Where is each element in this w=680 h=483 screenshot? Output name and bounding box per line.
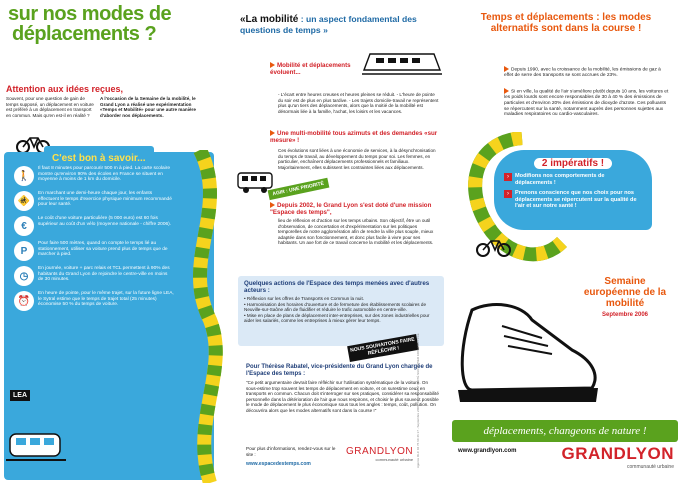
priority-badge: AGIR : UNE PRIORITÉ bbox=[268, 178, 329, 200]
grandlyon-logo-sub: communauté urbaine bbox=[627, 464, 674, 470]
arrow-icon bbox=[270, 202, 275, 208]
right-para2-text: Si en ville, la qualité de l'air s'améliore plutôt depuis 10 ans, les voitures et les poids lourds sont encore responsables de 30 à 40 % des émissions de particules et d'environ 20% des émissions de dioxyde d'azote. Ces polluants se répercutent sur la santé, notamment auprès des personnes sujettes aux maladies respiratoires ou cardio-vasculaires. bbox=[504, 89, 669, 118]
imperative-item bbox=[504, 190, 642, 210]
imperative-text: Prenons conscience que nos choix pour nos déplacements se répercutent sur la qualité de l'air et sur notre santé ! bbox=[515, 190, 637, 210]
actions-item-text: Mise en place de plans de déplacement inter-entreprises, sur des zones industrielles pour aider les salariés, comme les entreprises à mieux gérer leur temps. bbox=[244, 312, 430, 324]
walking-icon: 🚶 bbox=[14, 166, 34, 186]
section-since2002-title-text: Depuis 2002, le Grand Lyon s'est doté d'une mission "Espace des temps", bbox=[270, 202, 432, 216]
fact-item bbox=[14, 191, 174, 211]
rush-hour-icon: ⏰ bbox=[14, 291, 34, 311]
grandlyon-logo-small bbox=[346, 446, 413, 462]
info-label: Pour plus d'informations, rendez-vous sur le site : bbox=[246, 446, 336, 457]
section-mobility-title-text: Mobilité et déplacements évoluent... bbox=[270, 62, 351, 76]
fact-item bbox=[14, 266, 174, 286]
section-mobility bbox=[270, 62, 362, 76]
grandlyon-logo-text: GRANDLYON bbox=[346, 446, 414, 457]
fact-text: Il faut 8 minutes pour parcourir 500 m à pied. La carte scolaire montre qu'environ 90% des écoles en France se situent en moyenne à moins de 1 km du domicile. bbox=[38, 166, 170, 183]
fact-item bbox=[14, 166, 174, 186]
actions-item: • Mise en place de plans de déplacement inter-entreprises, sur des zones industrielles pour aider les salariés, comme les entreprises à mieux gérer leur temps. bbox=[244, 312, 430, 324]
left-title-line2: déplacements ? bbox=[12, 23, 157, 45]
right-para2 bbox=[504, 88, 670, 118]
arrow-icon bbox=[504, 88, 509, 94]
chevron-right-icon: › bbox=[504, 173, 512, 181]
imperatives-box bbox=[494, 150, 652, 230]
info-link[interactable]: www.espacedestemps.com bbox=[246, 461, 311, 467]
facts-panel-title: C'est bon à savoir... bbox=[52, 153, 146, 164]
road-decoration bbox=[180, 150, 230, 483]
chevron-right-icon: › bbox=[504, 190, 512, 198]
arrow-icon bbox=[270, 62, 275, 68]
quote-text: "Ce petit argumentaire devrait faire réfléchir sur l'utilisation systématique de la voiture. On sous-estime trop souvent les temps de déplacement en voiture, et on surestime ceux en transports en commun. Chacun doit s'interroger sur ses pratiques, considérer sa responsabilité personnelle dans la détérioration de l'air que nous respirons, et choisir le plus souvent possible le mode de déplacement le plus économique sous tous les angles : temps, coût, pollution. On découvrira alors que les modes alternatifs sont dans la course !" bbox=[246, 380, 439, 413]
right-para1 bbox=[504, 66, 670, 79]
middle-heading-quote: «La mobilité bbox=[240, 14, 299, 25]
left-panel bbox=[0, 0, 228, 483]
imperative-item bbox=[504, 173, 642, 186]
left-title-line1: sur nos modes de bbox=[8, 3, 172, 25]
fact-item bbox=[14, 291, 174, 311]
section-multimobility-title-text: Une multi-mobilité tous azimuts et des demandes «sur mesure» ! bbox=[270, 130, 438, 144]
stamp-badge: NOUS SOUHAITONS FAIRE RÉFLÉCHIR ! bbox=[347, 334, 419, 362]
middle-heading-rest: : un aspect fondamental des questions de temps » bbox=[240, 14, 417, 35]
vertical-credit: Agence RLC 04 76 60 46 17 - Septembre 2006 - DOCUMENT ÉDITÉ SUR PAPIER 100% RECYCLÉ bbox=[416, 333, 420, 468]
fact-text: En marchant une demi-heure chaque jour, les enfants effectuent le temps d'exercice physique minimum recommandé pour leur santé. bbox=[38, 191, 172, 208]
week-date: Septembre 2006 bbox=[601, 312, 649, 318]
intro-col1: Souvent, pour une question de gain de temps supposé, un déplacement en voiture est préféré à un déplacement en transport en commun. Mais qu'en est-il en réalité ? bbox=[6, 96, 94, 118]
right-panel bbox=[448, 0, 680, 483]
left-title bbox=[6, 4, 226, 44]
grandlyon-logo-sub: communauté urbaine bbox=[375, 457, 414, 462]
right-title: Temps et déplacements : les modes alternatifs sont dans la course ! bbox=[480, 12, 652, 34]
section-multimobility-title bbox=[270, 130, 442, 144]
middle-heading bbox=[240, 14, 440, 35]
middle-panel bbox=[230, 0, 448, 483]
fact-text: Pour faire 500 mètres, quand on compte le temps lié au stationnement, utiliser sa voiture prend plus de temps que de marcher à pied. bbox=[38, 241, 168, 258]
section-mobility-text: - L'écart entre heures creuses et heures pleines se réduit. - L'heure de pointe du soir est de plus en plus tardive. - Les trajets domicile-travail ne représentent plus qu'un tiers des déplacements, alors que la moitié de la mobilité est désormais liée à la famille, l'achat, les loisirs et les vacances. bbox=[278, 92, 439, 114]
arrow-icon bbox=[504, 66, 509, 72]
bike-icon bbox=[476, 236, 512, 258]
lea-label: LEA bbox=[10, 390, 30, 401]
slogan-text: déplacements, changeons de nature ! bbox=[483, 425, 647, 437]
ideas-heading: Attention aux idées reçues, bbox=[6, 84, 124, 94]
slogan-banner bbox=[452, 420, 678, 442]
fact-text: En journée, voiture + parc relais et TCL permettent à 90% des habitants du Grand Lyon de rejoindre le centre-ville en moins de 30 minutes. bbox=[38, 266, 170, 283]
section-since2002-text: lieu de réflexion et d'action sur les temps urbains. Son objectif, être un outil d'observation, de concertation et d'expérimentation sur les politiques temporelles de notre agglomération afin de rendre la ville plus souple, mieux adaptée dans son fonctionnement, et donc plus facile à vivre pour ses habitants. Un axe fort de ce travail concerne la mobilité et les déplacements. bbox=[278, 218, 434, 246]
section-multimobility-text: Ces évolutions sont liées à une économie de services, à la désynchronisation du temps de travail, au développement du temps pour soi. Les femmes, en particulier, enchaînent déplacements professionnels et familiaux. Majoritairement, elles subissent les contraintes liées aux déplacements. bbox=[278, 148, 436, 170]
actions-item-text: Harmonisation des horaires d'ouverture et de fermeture des établissements scolaires de Neuville-sur-Saône afin de fluidifier et réduire le trafic automobile en centre-ville. bbox=[244, 301, 426, 313]
fact-item bbox=[14, 216, 174, 236]
section-mobility-title bbox=[270, 62, 362, 76]
week-title: Semaine européenne de la mobilité bbox=[583, 276, 667, 309]
shoe-icon bbox=[452, 290, 602, 410]
imperatives-title: 2 impératifs ! bbox=[534, 158, 612, 169]
quote-title: Pour Thérèse Rabatel, vice-présidente du Grand Lyon chargée de l'Espace des temps : bbox=[246, 364, 433, 377]
clock-icon: ◷ bbox=[14, 266, 34, 286]
grandlyon-logo bbox=[540, 444, 674, 470]
actions-item-text: Réflexion sur les offres de Transports en Commun la nuit. bbox=[246, 296, 365, 301]
fact-text: Le coût d'une voiture particulière (5 000 euro) est 60 fois supérieur au coût d'un vélo (moyenne nationale - chiffre 2006). bbox=[38, 216, 172, 227]
actions-item: • Réflexion sur les offres de Transports en Commun la nuit. bbox=[244, 296, 365, 301]
fact-item bbox=[14, 241, 174, 261]
parking-icon: P bbox=[14, 241, 34, 261]
facts-list bbox=[14, 166, 174, 316]
actions-box-title: Quelques actions de l'Espace des temps menées avec d'autres acteurs : bbox=[244, 280, 430, 294]
imperative-text: Modifions nos comportements de déplacements ! bbox=[515, 173, 605, 186]
right-para1-text: Depuis 1990, avec la croissance de la mobilité, les émissions de gaz à effet de serre des transports se sont accrues de 23%. bbox=[504, 67, 661, 79]
right-site[interactable]: www.grandlyon.com bbox=[458, 448, 517, 454]
section-since2002-title bbox=[270, 202, 442, 216]
arrow-icon bbox=[270, 130, 275, 136]
fact-text: En heure de pointe, pour le même trajet, sur la future ligne LEA, le Sytral estime que le temps de trajet total (25 minutes) économise 50 % du temps de voiture. bbox=[38, 291, 174, 308]
intro-col2: A l'occasion de la Semaine de la mobilité, le Grand Lyon a réalisé une expérimentation «Temps et Mobilité» pour une autre manière d'aborder nos déplacements. bbox=[100, 96, 196, 118]
train-icon bbox=[362, 46, 442, 78]
children-walking-icon: 🚸 bbox=[14, 191, 34, 211]
tram-icon bbox=[6, 424, 66, 464]
euro-icon: € bbox=[14, 216, 34, 236]
grandlyon-logo-text: GRANDLYON bbox=[561, 444, 674, 463]
actions-item: • Harmonisation des horaires d'ouverture et de fermeture des établissements scolaires de Neuville-sur-Saône afin de fluidifier et réduire le trafic automobile en centre-ville. bbox=[244, 301, 426, 313]
